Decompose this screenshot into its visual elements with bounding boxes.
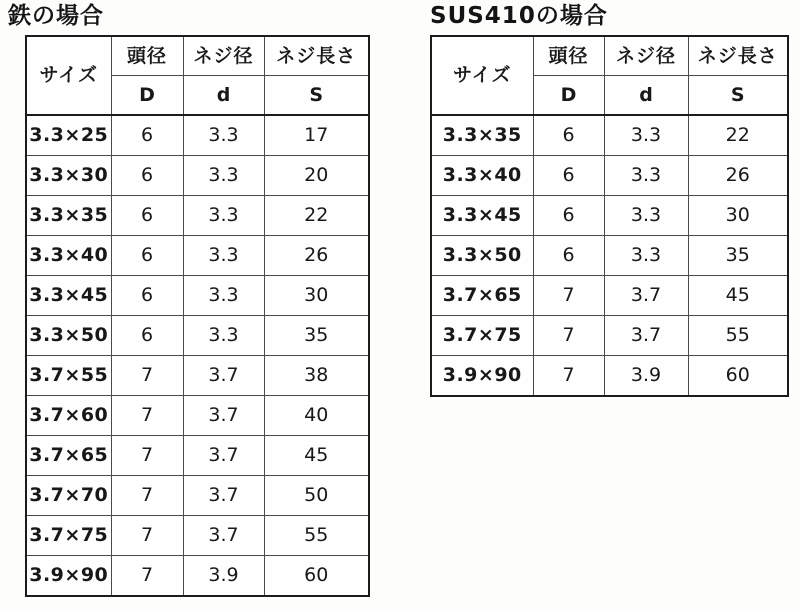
- column-symbol-head-diameter: D: [533, 76, 604, 116]
- value-cell: 3.7: [183, 396, 264, 436]
- size-cell: 3.7×60: [26, 396, 111, 436]
- size-cell: 3.9×90: [431, 356, 533, 397]
- column-symbol-thread-diameter: d: [604, 76, 688, 116]
- value-cell: 6: [111, 156, 183, 196]
- value-cell: 3.3: [183, 276, 264, 316]
- column-header-head-diameter: 頭径: [111, 36, 183, 76]
- iron-table-body: [26, 115, 369, 596]
- table-row: [431, 196, 788, 236]
- value-cell: 6: [111, 236, 183, 276]
- table-row: [26, 476, 369, 516]
- column-header-thread-diameter: ネジ径: [183, 36, 264, 76]
- value-cell: 6: [111, 276, 183, 316]
- value-cell: 3.3: [183, 236, 264, 276]
- table-row: [26, 196, 369, 236]
- size-cell: 3.3×35: [431, 115, 533, 156]
- size-cell: 3.7×55: [26, 356, 111, 396]
- value-cell: 3.3: [604, 115, 688, 156]
- value-cell: 6: [533, 156, 604, 196]
- value-cell: 50: [264, 476, 369, 516]
- value-cell: 7: [111, 396, 183, 436]
- value-cell: 3.3: [604, 236, 688, 276]
- value-cell: 3.7: [183, 476, 264, 516]
- size-cell: 3.3×30: [26, 156, 111, 196]
- iron-spec-table: [25, 35, 370, 597]
- value-cell: 6: [111, 115, 183, 156]
- value-cell: 55: [264, 516, 369, 556]
- table-row: [26, 115, 369, 156]
- column-header-head-diameter: 頭径: [533, 36, 604, 76]
- column-symbol-thread-length: S: [688, 76, 788, 116]
- column-header-thread-length: ネジ長さ: [264, 36, 369, 76]
- size-cell: 3.7×65: [26, 436, 111, 476]
- iron-table-header: [26, 36, 369, 115]
- size-cell: 3.3×45: [26, 276, 111, 316]
- sus410-table-header: [431, 36, 788, 115]
- table-row: [431, 236, 788, 276]
- sus410-table-section: [430, 2, 789, 397]
- value-cell: 17: [264, 115, 369, 156]
- value-cell: 40: [264, 396, 369, 436]
- size-cell: 3.9×90: [26, 556, 111, 597]
- sus410-spec-table: [430, 35, 789, 397]
- size-cell: 3.7×65: [431, 276, 533, 316]
- value-cell: 6: [533, 236, 604, 276]
- value-cell: 22: [264, 196, 369, 236]
- sus410-table-body: [431, 115, 788, 396]
- value-cell: 3.7: [183, 436, 264, 476]
- value-cell: 45: [688, 276, 788, 316]
- value-cell: 3.7: [604, 316, 688, 356]
- size-cell: 3.3×40: [431, 156, 533, 196]
- value-cell: 45: [264, 436, 369, 476]
- size-cell: 3.3×50: [431, 236, 533, 276]
- value-cell: 3.3: [183, 316, 264, 356]
- table-row: [431, 356, 788, 397]
- value-cell: 60: [264, 556, 369, 597]
- iron-table-section: [8, 2, 370, 597]
- value-cell: 7: [533, 276, 604, 316]
- value-cell: 55: [688, 316, 788, 356]
- value-cell: 7: [111, 476, 183, 516]
- column-header-size: サイズ: [431, 36, 533, 115]
- iron-table-title: 鉄の場合: [8, 3, 104, 29]
- value-cell: 26: [688, 156, 788, 196]
- column-symbol-thread-diameter: d: [183, 76, 264, 116]
- size-cell: 3.3×40: [26, 236, 111, 276]
- value-cell: 6: [111, 316, 183, 356]
- table-row: [431, 316, 788, 356]
- value-cell: 35: [264, 316, 369, 356]
- size-cell: 3.7×75: [26, 516, 111, 556]
- size-cell: 3.3×35: [26, 196, 111, 236]
- value-cell: 6: [533, 196, 604, 236]
- table-row: [26, 236, 369, 276]
- value-cell: 7: [111, 356, 183, 396]
- value-cell: 3.9: [183, 556, 264, 597]
- value-cell: 6: [111, 196, 183, 236]
- table-row: [26, 316, 369, 356]
- value-cell: 3.7: [183, 356, 264, 396]
- value-cell: 22: [688, 115, 788, 156]
- value-cell: 3.3: [183, 196, 264, 236]
- size-cell: 3.7×75: [431, 316, 533, 356]
- table-row: [26, 276, 369, 316]
- value-cell: 30: [264, 276, 369, 316]
- value-cell: 3.3: [183, 115, 264, 156]
- value-cell: 26: [264, 236, 369, 276]
- value-cell: 35: [688, 236, 788, 276]
- size-cell: 3.3×50: [26, 316, 111, 356]
- value-cell: 3.3: [183, 156, 264, 196]
- table-row: [26, 156, 369, 196]
- value-cell: 3.3: [604, 196, 688, 236]
- table-row: [431, 156, 788, 196]
- table-row: [26, 356, 369, 396]
- column-header-size: サイズ: [26, 36, 111, 115]
- table-row: [26, 436, 369, 476]
- value-cell: 3.7: [183, 516, 264, 556]
- value-cell: 7: [533, 356, 604, 397]
- size-cell: 3.7×70: [26, 476, 111, 516]
- sus410-table-title: SUS410の場合: [430, 3, 608, 29]
- table-row: [26, 516, 369, 556]
- value-cell: 30: [688, 196, 788, 236]
- value-cell: 38: [264, 356, 369, 396]
- value-cell: 3.3: [604, 156, 688, 196]
- table-row: [431, 115, 788, 156]
- column-header-thread-length: ネジ長さ: [688, 36, 788, 76]
- column-header-thread-diameter: ネジ径: [604, 36, 688, 76]
- value-cell: 7: [111, 556, 183, 597]
- value-cell: 7: [111, 516, 183, 556]
- table-row: [431, 276, 788, 316]
- value-cell: 3.9: [604, 356, 688, 397]
- column-symbol-head-diameter: D: [111, 76, 183, 116]
- column-symbol-thread-length: S: [264, 76, 369, 116]
- size-cell: 3.3×45: [431, 196, 533, 236]
- size-cell: 3.3×25: [26, 115, 111, 156]
- table-row: [26, 396, 369, 436]
- value-cell: 6: [533, 115, 604, 156]
- value-cell: 7: [111, 436, 183, 476]
- value-cell: 7: [533, 316, 604, 356]
- table-row: [26, 556, 369, 597]
- value-cell: 20: [264, 156, 369, 196]
- value-cell: 3.7: [604, 276, 688, 316]
- value-cell: 60: [688, 356, 788, 397]
